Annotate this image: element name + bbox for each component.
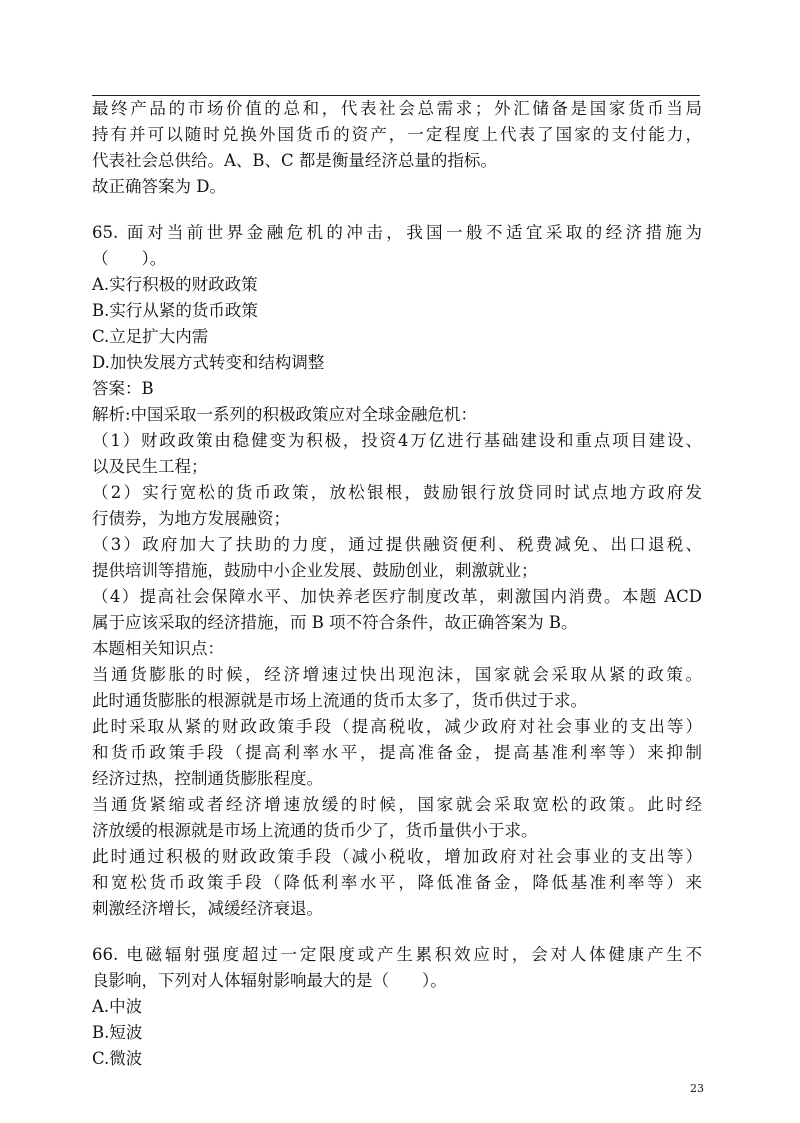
q65-stem-cont: （ ）。 <box>92 249 167 268</box>
q65-knowledge-line: 经济过热，控制通货膨胀程度。 <box>92 769 323 788</box>
q65-knowledge-title: 本题相关知识点： <box>92 639 224 658</box>
q65-knowledge-line: 和宽松货币政策手段（降低利率水平，降低准备金，降低基准利率等）来 <box>92 873 702 892</box>
q65-analysis-line: （3）政府加大了扶助的力度，通过提供融资便利、税费减免、出口退税、 <box>92 535 702 554</box>
q65-answer: 答案：B <box>92 379 154 398</box>
page-number: 23 <box>690 1082 704 1095</box>
q65-knowledge-line: 此时通货膨胀的根源就是市场上流通的货币太多了，货币供过于求。 <box>92 691 587 710</box>
q66-option-c: C.微波 <box>92 1049 143 1068</box>
q65-knowledge-line: 济放缓的根源就是市场上流通的货币少了，货币量供小于求。 <box>92 821 538 840</box>
q65-knowledge-line: 此时采取从紧的财政政策手段（提高税收，减少政府对社会事业的支出等） <box>92 717 702 736</box>
q66-option-b: B.短波 <box>92 1023 143 1042</box>
prev-answer-conclusion: 故正确答案为 D。 <box>92 177 226 196</box>
prev-answer-line: 最终产品的市场价值的总和，代表社会总需求；外汇储备是国家货币当局 <box>92 99 702 118</box>
q65-knowledge-line: 当通货紧缩或者经济增速放缓的时候，国家就会采取宽松的政策。此时经 <box>92 795 702 814</box>
q65-knowledge-line: 此时通过积极的财政政策手段（减小税收，增加政府对社会事业的支出等） <box>92 847 702 866</box>
q66-stem: 66. 电磁辐射强度超过一定限度或产生累积效应时，会对人体健康产生不 <box>92 945 702 964</box>
q66-stem-cont: 良影响，下列对人体辐射影响最大的是（ ）。 <box>92 971 447 990</box>
page-content <box>92 96 702 1072</box>
q65-knowledge-line: 刺激经济增长，减缓经济衰退。 <box>92 899 323 918</box>
q65-analysis-line: （2）实行宽松的货币政策，放松银根，鼓励银行放贷同时试点地方政府发 <box>92 483 702 502</box>
q66-option-a: A.中波 <box>92 997 143 1016</box>
q65-knowledge-line: 和货币政策手段（提高利率水平，提高准备金，提高基准利率等）来抑制 <box>92 743 702 762</box>
q65-analysis-line: （1）财政政策由稳健变为积极，投资4万亿进行基础建设和重点项目建设、 <box>92 431 702 450</box>
q65-option-a: A.实行积极的财政政策 <box>92 275 258 294</box>
q65-option-d: D.加快发展方式转变和结构调整 <box>92 353 325 372</box>
q65-analysis-line: 提供培训等措施，鼓励中小企业发展、鼓励创业，刺激就业； <box>92 561 538 580</box>
q65-option-c: C.立足扩大内需 <box>92 327 209 346</box>
prev-answer-line: 持有并可以随时兑换外国货币的资产，一定程度上代表了国家的支付能力， <box>92 125 702 144</box>
q65-option-b: B.实行从紧的货币政策 <box>92 301 258 320</box>
q65-analysis-intro: 解析:中国采取一系列的积极政策应对全球金融危机： <box>92 405 478 424</box>
q65-analysis-line: 属于应该采取的经济措施，而 B 项不符合条件，故正确答案为 B。 <box>92 613 578 632</box>
q65-knowledge-line: 当通货膨胀的时候，经济增速过快出现泡沫，国家就会采取从紧的政策。 <box>92 665 702 684</box>
q65-analysis-line: （4）提高社会保障水平、加快养老医疗制度改革，刺激国内消费。本题 ACD <box>92 587 702 606</box>
q65-analysis-line: 行债券，为地方发展融资； <box>92 509 290 528</box>
q65-stem: 65. 面对当前世界金融危机的冲击，我国一般不适宜采取的经济措施为 <box>92 223 702 242</box>
q65-analysis-line: 以及民生工程； <box>92 457 208 476</box>
prev-answer-line: 代表社会总供给。A、B、C 都是衡量经济总量的指标。 <box>92 151 497 170</box>
